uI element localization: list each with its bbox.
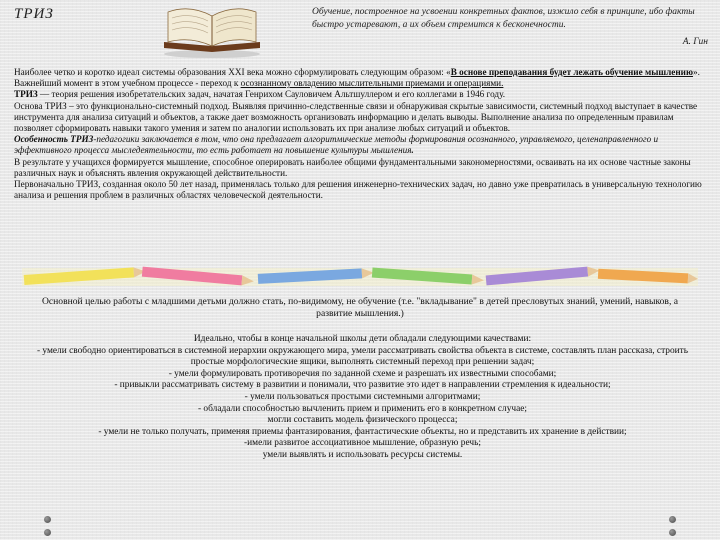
intro-paragraph-definition (14, 89, 710, 100)
intro-text (14, 67, 710, 201)
intro-paragraph-ideal (14, 67, 710, 78)
epigraph-text: Обучение, построенное на усвоении конкретных фактов, изжило себя в принципе, ибо факты быстро устаревают, а их объем стремится к бесконечности. (312, 7, 695, 30)
ideal-qualities (30, 334, 695, 462)
intro-paragraph-key-moment (14, 78, 710, 89)
main-goal-text: Основной целью работы с младшими детьми должно стать, по-видимому, не обучение (т.е. "вкладывание" в детей пресловутых знаний, умений, навыков, а развитие мышления.) (41, 296, 679, 319)
epigraph (312, 6, 712, 49)
page-title: ТРИЗ (14, 6, 54, 22)
open-book-icon (160, 2, 264, 60)
underlined-text: осознанному овладению мыслительными приемами и операциями. (240, 78, 504, 89)
list-item: - умели не только получать, применяя приемы фантазирования, фантастические объекты, но и представить их хранение в действии; (98, 426, 627, 437)
intro-paragraph-result: В результате у учащихся формируется мышление, способное оперировать наиболее общими фундаментальными закономерностями, осваивать на их основе частные законы различных наук и объяснять явления окружающей действительности. (14, 156, 691, 178)
text-run: — теория решения изобретательских задач, начатая Генрихом Сауловичем Альтшуллером и его коллегами в 1946 году. (37, 89, 506, 100)
text-run: Важнейший момент в этом учебном процессе - переход к (14, 78, 241, 89)
intro-paragraph-feature (14, 134, 710, 156)
epigraph-author: А. Гин (682, 37, 708, 47)
ideal-lead: Идеально, чтобы в конце начальной школы дети обладали следующими качествами: (193, 334, 532, 344)
bullet-dot-icon (669, 529, 676, 536)
list-item: - привыкли рассматривать систему в развитии и понимали, что развитие это идет в направлении стремления к идеальности; (114, 380, 611, 391)
bullet-dot-icon (44, 529, 51, 536)
bold-term: ТРИЗ (14, 89, 38, 100)
underlined-text: В основе преподавания будет лежать обучение мышлению (450, 67, 693, 77)
intro-paragraph-history: Первоначально ТРИЗ, созданная около 50 лет назад, применялась только для решения инженерно-технических задач, но давно уже превратилась в универсальную технологию анализа и решения проблем в различных областях человеческой деятельности. (14, 179, 702, 201)
list-item: - умели пользоваться простыми системными алгоритмами; (244, 391, 481, 402)
list-item: могли составить модель физического процесса; (267, 415, 458, 426)
list-item: - умели формулировать противоречия по заданной схеме и разрешать их известными способами; (168, 368, 557, 379)
bullet-dot-icon (669, 516, 676, 523)
bold-italic-term: Особенность ТРИЗ (14, 134, 94, 145)
colored-pencils-strip (22, 262, 698, 292)
list-item: - обладали способностью вычленить прием и применить его в конкретном случае; (197, 403, 528, 414)
text-run: Наиболее четко и коротко идеал системы образования XXI века можно сформулировать следующим образом: « (14, 67, 451, 77)
text-run: -педагогики заключается в том, что она предлагает алгоритмические методы формирования осознанного, управляемого, целенаправленного и эффективного процесса мыследеятельности, то есть работает на повышение культуры мышления (14, 134, 659, 156)
list-item: умели выявлять и использовать ресурсы системы. (262, 449, 463, 460)
list-item: - умели свободно ориентироваться в системной иерархии окружающего мира, умели рассматривать свойства объекта в системе, составлять план рассказа, строить простые морфологические ящики, выполнять системный переход при решении задач; (36, 345, 689, 368)
text-run: ». (692, 67, 700, 77)
bullet-dot-icon (44, 516, 51, 523)
text-run: . (411, 145, 414, 156)
list-item: -имели развитое ассоциативное мышление, образную речь; (244, 438, 481, 449)
intro-paragraph-basis: Основа ТРИЗ – это функционально-системный подход. Выявляя причинно-следственные связи и обнаруживая скрытые зависимости, системный подход выступает в качестве инструмента для анализа ситуаций и объектов, а также дает возможность организовать информацию и делать выводы. Выполнение анализа по определенным правилам позволяет сформировать навыки такого умения и затем по аналогии использовать их при анализе любых ситуаций и объектов. (14, 100, 698, 134)
